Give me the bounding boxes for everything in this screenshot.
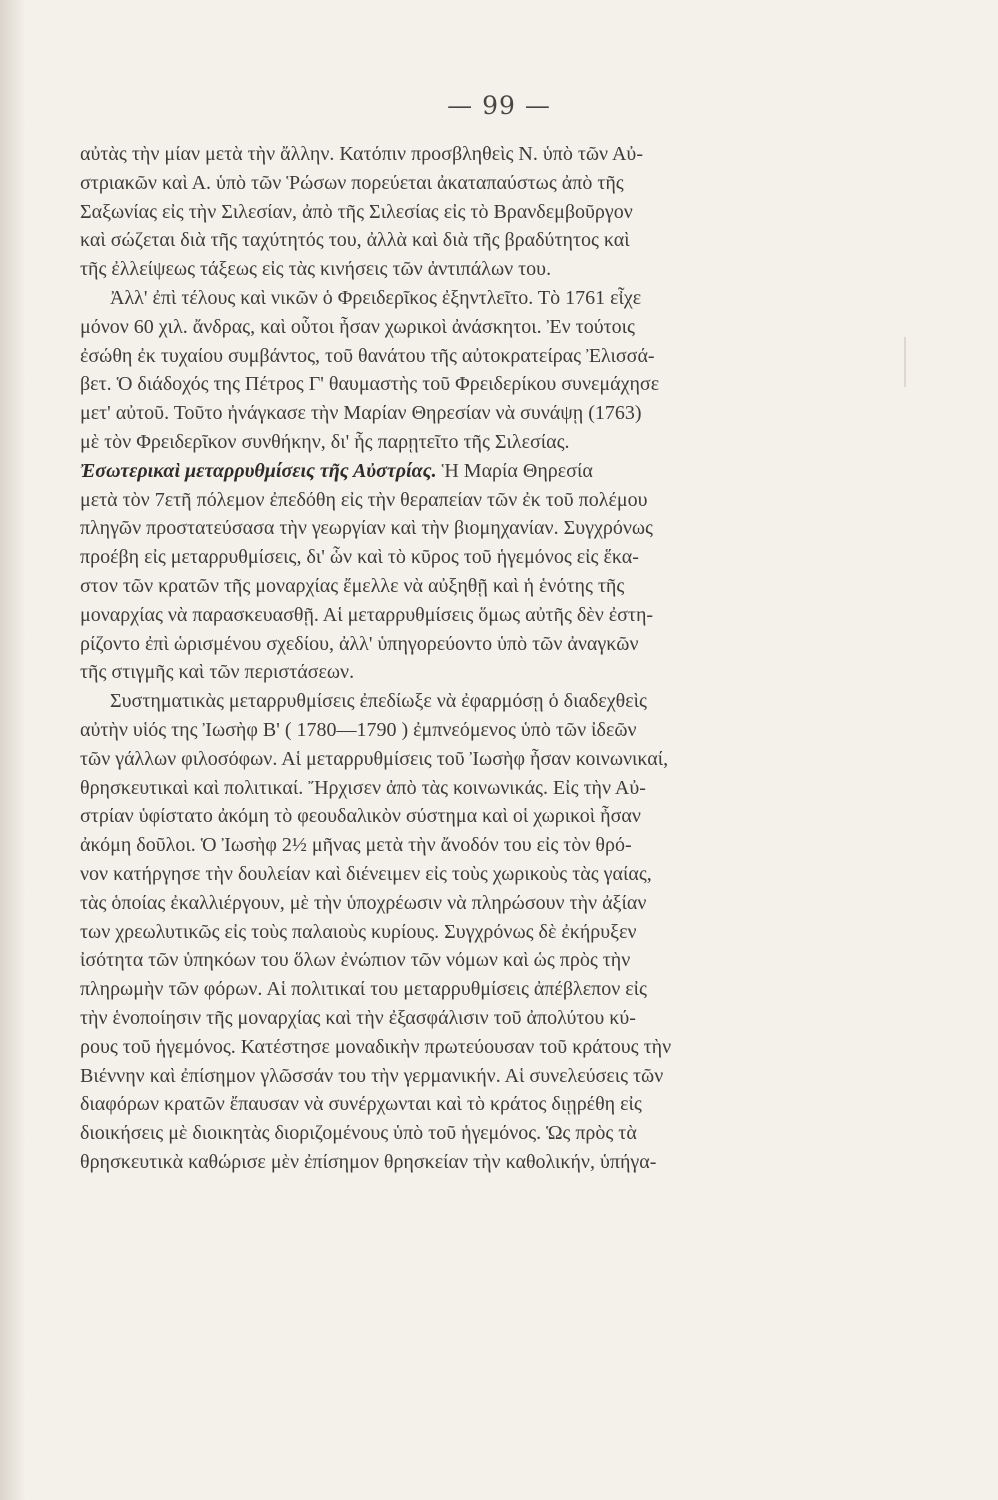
body-text [80, 140, 880, 1177]
section-heading-continuation: Ἡ Μαρία Θηρεσία [436, 459, 593, 482]
text-line: ἰσότητα τῶν ὑπηκόων του ὅλων ἐνώπιον τῶν νόμων καὶ ὡς πρὸς τὴν [80, 949, 631, 972]
text-line: διαφόρων κρατῶν ἔπαυσαν νὰ συνέρχωνται καὶ τὸ κράτος διῃρέθη εἰς [80, 1093, 642, 1116]
text-line: πληρωμὴν τῶν φόρων. Αἱ πολιτικαί του μεταρρυθμίσεις ἀπέβλεπον εἰς [80, 978, 647, 1001]
text-line: προέβη εἰς μεταρρυθμίσεις, δι' ὧν καὶ τὸ κῦρος τοῦ ἡγεμόνος εἰς ἕκα- [80, 546, 639, 569]
page-number: — 99 — [447, 91, 551, 120]
text-line: τῆς στιγμῆς καὶ τῶν περιστάσεων. [80, 661, 355, 684]
text-line: τῶν γάλλων φιλοσόφων. Αἱ μεταρρυθμίσεις τοῦ Ἰωσὴφ ἦσαν κοινωνικαί, [80, 747, 669, 770]
text-line: αὐτὴν υἱός της Ἰωσὴφ Β' ( 1780—1790 ) ἐμπνεόμενος ὑπὸ τῶν ἰδεῶν [80, 718, 637, 741]
text-line: τὰς ὁποίας ἐκαλλιέργουν, μὲ τὴν ὑποχρέωσιν νὰ πληρώσουν τὴν ἀξίαν [80, 891, 647, 914]
text-line: θρησκευτικὰ καθώρισε μὲν ἐπίσημον θρησκείαν τὴν καθολικήν, ὑπήγα- [80, 1150, 657, 1173]
text-line: στον τῶν κρατῶν τῆς μοναρχίας ἔμελλε νὰ αὐξηθῇ καὶ ἡ ἑνότης τῆς [80, 574, 625, 597]
text-line: Συστηματικὰς μεταρρυθμίσεις ἐπεδίωξε νὰ ἐφαρμόσῃ ὁ διαδεχθεὶς [110, 690, 647, 713]
text-line: τῆς ἐλλείψεως τάξεως εἰς τὰς κινήσεις τῶν ἀντιπάλων του. [80, 258, 552, 281]
binding-shadow [0, 0, 26, 1500]
text-line: μετ' αὐτοῦ. Τοῦτο ἠνάγκασε τὴν Μαρίαν Θηρεσίαν νὰ συνάψῃ (1763) [80, 402, 642, 425]
text-line: Βιέννην καὶ ἐπίσημον γλῶσσάν του τὴν γερμανικήν. Αἱ συνελεύσεις τῶν [80, 1064, 664, 1087]
text-line: των χρεωλυτικῶς εἰς τοὺς παλαιοὺς κυρίους. Συγχρόνως δὲ ἐκήρυξεν [80, 920, 637, 943]
margin-mark [904, 337, 906, 387]
text-line: μὲ τὸν Φρειδερῖκον συνθήκην, δι' ἧς παρῃτεῖτο τῆς Σιλεσίας. [80, 430, 570, 453]
text-line: ρους τοῦ ἡγεμόνος. Κατέστησε μοναδικὴν πρωτεύουσαν τοῦ κράτους τὴν [80, 1035, 672, 1058]
section-heading: Ἐσωτερικαὶ μεταρρυθμίσεις τῆς Αὐστρίας. [80, 459, 437, 482]
text-line: διοικήσεις μὲ διοικητὰς διοριζομένους ὑπὸ τοῦ ἡγεμόνος. Ὡς πρὸς τὰ [80, 1122, 637, 1145]
text-line: ἐσώθη ἐκ τυχαίου συμβάντος, τοῦ θανάτου τῆς αὐτοκρατείρας Ἐλισσά- [80, 344, 655, 367]
text-line: τὴν ἑνοποίησιν τῆς μοναρχίας καὶ τὴν ἐξασφάλισιν τοῦ ἀπολύτου κύ- [80, 1006, 636, 1029]
text-line: νον κατήργησε τὴν δουλείαν καὶ διένειμεν εἰς τοὺς χωρικοὺς τὰς γαίας, [80, 862, 652, 885]
section-heading-line [80, 457, 880, 486]
text-line: μοναρχίας νὰ παρασκευασθῇ. Αἱ μεταρρυθμίσεις ὅμως αὐτῆς δὲν ἐστη- [80, 603, 654, 626]
text-line: στρίαν ὑφίστατο ἀκόμη τὸ φεουδαλικὸν σύστημα καὶ οἱ χωρικοὶ ἦσαν [80, 805, 641, 828]
text-line: Ἀλλ' ἐπὶ τέλους καὶ νικῶν ὁ Φρειδερῖκος ἐξηντλεῖτο. Τὸ 1761 εἶχε [110, 286, 642, 309]
text-line: θρησκευτικαὶ καὶ πολιτικαί. Ἤρχισεν ἀπὸ τὰς κοινωνικάς. Εἰς τὴν Αὐ- [80, 776, 646, 799]
text-line: στριακῶν καὶ Α. ὑπὸ τῶν Ῥώσων πορεύεται ἀκαταπαύστως ἀπὸ τῆς [80, 171, 624, 194]
text-line: μόνον 60 χιλ. ἄνδρας, καὶ οὗτοι ἦσαν χωρικοὶ ἀνάσκητοι. Ἐν τούτοις [80, 315, 635, 338]
text-line: αὐτὰς τὴν μίαν μετὰ τὴν ἄλλην. Κατόπιν προσβληθεὶς Ν. ὑπὸ τῶν Αὐ- [80, 143, 643, 165]
text-line: ἀκόμη δοῦλοι. Ὁ Ἰωσὴφ 2½ μῆνας μετὰ τὴν ἄνοδόν του εἰς τὸν θρό- [80, 834, 632, 857]
text-line: πληγῶν προστατεύσασα τὴν γεωργίαν καὶ τὴν βιομηχανίαν. Συγχρόνως [80, 517, 653, 540]
text-line: ρίζοντο ἐπὶ ὡρισμένου σχεδίου, ἀλλ' ὑπηγορεύοντο ὑπὸ τῶν ἀναγκῶν [80, 632, 639, 655]
text-line: Σαξωνίας εἰς τὴν Σιλεσίαν, ἀπὸ τῆς Σιλεσίας εἰς τὸ Βρανδεμβοῦργον [80, 200, 633, 223]
text-line: βετ. Ὁ διάδοχός της Πέτρος Γ' θαυμαστὴς τοῦ Φρειδερίκου συνεμάχησε [80, 373, 660, 396]
text-line: καὶ σώζεται διὰ τῆς ταχύτητός του, ἀλλὰ καὶ διὰ τῆς βραδύτητος καὶ [80, 229, 630, 252]
text-line: μετὰ τὸν 7ετῆ πόλεμον ἐπεδόθη εἰς τὴν θεραπείαν τῶν ἐκ τοῦ πολέμου [80, 488, 648, 511]
